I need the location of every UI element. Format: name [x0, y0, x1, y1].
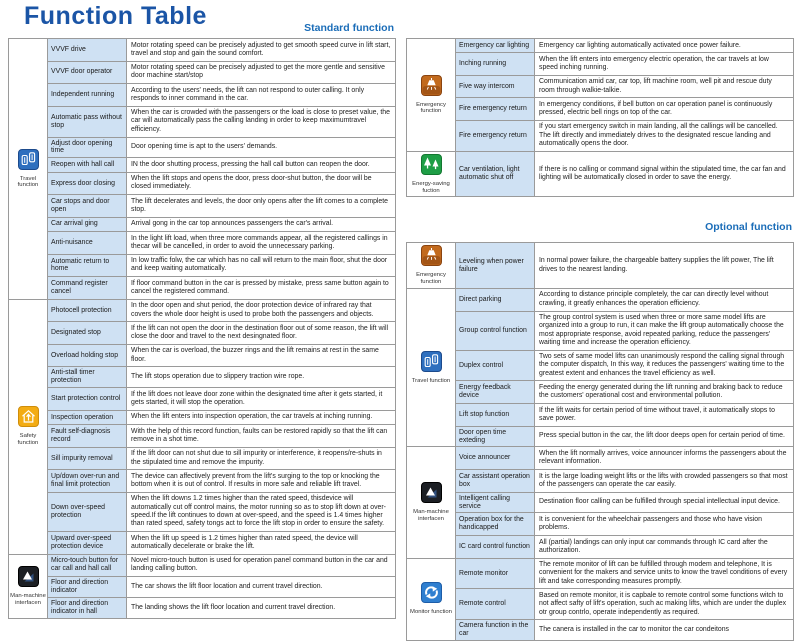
- function-desc-cell: In emergency conditions, if bell button on car operation panel is continuously pressed, electric bell rings on top of the car.: [535, 98, 794, 121]
- group-cell: [9, 39, 48, 300]
- function-desc-cell: Two sets of same model lifts can unanimously respond the calling signal through the computer dispatch, In this way, it reduces the passengers' waiting time to the greatest extent and enhances the travel efficiency as well.: [535, 350, 794, 381]
- table-row: [407, 492, 794, 513]
- table-row: [9, 158, 396, 172]
- table-row: [407, 447, 794, 470]
- function-desc-cell: Arrival gong in the car top announces passengers the car's arrival.: [127, 217, 396, 231]
- group-label: Travel function: [17, 175, 39, 189]
- function-name-cell: Duplex control: [456, 350, 535, 381]
- function-desc-cell: The landing shows the lift floor location and current travel direction.: [127, 598, 396, 619]
- group-cell: [407, 151, 456, 197]
- group-cell: [407, 39, 456, 152]
- table-row: [9, 232, 396, 255]
- function-name-cell: Five way intercom: [456, 75, 535, 98]
- group-label: Man-machine interfacen: [10, 592, 46, 606]
- function-desc-cell: With the help of this record function, faults can be restored rapidly so that the lift can remove in a shot time.: [127, 425, 396, 448]
- standard-function-label: Standard function: [304, 22, 394, 34]
- group-label: Safety function: [17, 433, 39, 447]
- function-name-cell: Inspection operation: [48, 410, 127, 424]
- function-name-cell: Start protection control: [48, 388, 127, 411]
- function-name-cell: Car stops and door open: [48, 195, 127, 218]
- group-label: Energy-saving fuction: [412, 180, 450, 194]
- function-name-cell: Automatic return to home: [48, 254, 127, 277]
- function-desc-cell: It is convenient for the wheelchair passengers and those who have vision problems.: [535, 513, 794, 536]
- table-row: [9, 217, 396, 231]
- function-name-cell: Adjust door opening time: [48, 137, 127, 158]
- function-desc-cell: The lift stops operation due to slippery traction wire rope.: [127, 367, 396, 388]
- function-name-cell: Anti-nuisance: [48, 232, 127, 255]
- table-row: [9, 492, 396, 531]
- table-row: [9, 577, 396, 598]
- group-label: Man-machine interfacen: [413, 509, 449, 523]
- function-desc-cell: If there is no calling or command signal within the stipulated time, the car fan and lighting will be automatically closed in order to save the energy.: [535, 151, 794, 197]
- function-name-cell: Car assistant operation box: [456, 470, 535, 493]
- function-desc-cell: In normal power failure, the chargeable battery supplies the lift power, The lift drives to the nearest landing.: [535, 243, 794, 289]
- table-row: [9, 137, 396, 158]
- function-name-cell: Voice announcer: [456, 447, 535, 470]
- function-name-cell: VVVF door operator: [48, 61, 127, 84]
- function-desc-cell: Feeding the energy generated during the lift running and braking back to reduce the customers' operational cost and environmental pollution.: [535, 381, 794, 404]
- table-row: [9, 195, 396, 218]
- table-row: [9, 554, 396, 577]
- function-name-cell: Down over-speed protection: [48, 492, 127, 531]
- interface-icon: [421, 482, 442, 503]
- function-desc-cell: Door opening time is apt to the users' demands.: [127, 137, 396, 158]
- table-row: [9, 254, 396, 277]
- table-row: [9, 106, 396, 137]
- function-name-cell: Door open time exteding: [456, 426, 535, 447]
- function-name-cell: Up/down over-run and final limit protection: [48, 470, 127, 493]
- table-row: [9, 470, 396, 493]
- table-row: [407, 470, 794, 493]
- function-name-cell: Micro-touch button for car call and hall call: [48, 554, 127, 577]
- function-desc-cell: When the lift enters into emergency electric operation, the car travels at low speed inching running.: [535, 53, 794, 76]
- function-name-cell: Independent running: [48, 84, 127, 107]
- function-name-cell: Leveling when power failure: [456, 243, 535, 289]
- function-desc-cell: When the lift normally arrives, voice announcer informs the passengers about the relevant information.: [535, 447, 794, 470]
- function-name-cell: Upward over-speed protection device: [48, 532, 127, 555]
- emergency-icon: [421, 75, 442, 96]
- function-desc-cell: The device can affectively prevent from the lift's surging to the top or knocking the bottom when it is out of control. If results in more safe and reliable lift travel.: [127, 470, 396, 493]
- table-row: [407, 558, 794, 589]
- function-desc-cell: When the lift stops and opens the door, press door-shut button, the door will be closed immediately.: [127, 172, 396, 195]
- optional-right-table: [406, 242, 794, 641]
- table-row: [9, 388, 396, 411]
- table-row: [407, 620, 794, 641]
- function-desc-cell: When the car is crowded with the passengers or the load is close to preset value, the car will automatically pass the calling landing in order to keep maximumtravel efficiency.: [127, 106, 396, 137]
- function-desc-cell: When the lift downs 1.2 times higher than the rated speed, thisdevice will automatically cut off control mains, the motor running so as to stop lift down at over-speed.If the lift continues to down at over-speed, and the speed is 1.4 times higher than rated speed, safety tongs act to force the lift stop in order to ensure the safety.: [127, 492, 396, 531]
- function-name-cell: Direct parking: [456, 288, 535, 311]
- function-name-cell: Car ventilation, light automatic shut off: [456, 151, 535, 197]
- table-row: [9, 299, 396, 322]
- group-cell: [407, 288, 456, 447]
- function-name-cell: Reopen with hall call: [48, 158, 127, 172]
- function-desc-cell: When the car is overload, the buzzer rings and the lift remains at rest in the same floor.: [127, 344, 396, 367]
- group-label: Emergency function: [416, 272, 446, 286]
- function-name-cell: Floor and direction indicator in hall: [48, 598, 127, 619]
- table-row: [407, 513, 794, 536]
- function-name-cell: Remote control: [456, 589, 535, 620]
- function-name-cell: Emergency car lighting: [456, 39, 535, 53]
- travel-icon: [18, 149, 39, 170]
- table-row: [9, 598, 396, 619]
- group-cell: [9, 299, 48, 554]
- function-name-cell: VVVF drive: [48, 39, 127, 62]
- function-name-cell: Camera function in the car: [456, 620, 535, 641]
- standard-column: [8, 22, 396, 619]
- table-row: [407, 53, 794, 76]
- function-desc-cell: If the lift can not open the door in the destination floor out of some reason, the lift will close the door and travel to the next desingnated floor.: [127, 322, 396, 345]
- function-name-cell: Floor and direction indicator: [48, 577, 127, 598]
- table-row: [9, 425, 396, 448]
- function-name-cell: Command register cancel: [48, 277, 127, 300]
- table-row: [9, 367, 396, 388]
- function-desc-cell: The car shows the lift floor location and current travel direction.: [127, 577, 396, 598]
- function-name-cell: Inching running: [456, 53, 535, 76]
- group-cell: [407, 558, 456, 641]
- function-desc-cell: If the lift door can not shut due to sill impurity or interference, it reopens/re-shuts in the stipulated time and remove the impurity.: [127, 447, 396, 470]
- page-title: Function Table: [24, 2, 207, 30]
- function-desc-cell: If the lift does not leave door zone within the designated time after it gets started, it gets started, it will stop the operation.: [127, 388, 396, 411]
- table-row: [9, 39, 396, 62]
- function-desc-cell: Novel micro-touch button is used for operation panel command button in the car and landing calling button.: [127, 554, 396, 577]
- table-row: [407, 404, 794, 427]
- standard-left-table: [8, 38, 396, 619]
- table-row: [407, 151, 794, 197]
- table-row: [407, 120, 794, 151]
- optional-column: [406, 22, 794, 641]
- function-desc-cell: When the lift enters into inspection operation, the car travels at inching running.: [127, 410, 396, 424]
- function-name-cell: Fire emergency return: [456, 120, 535, 151]
- function-name-cell: Sill impurity removal: [48, 447, 127, 470]
- function-desc-cell: When the lift up speed is 1.2 times higher than rated speed, the device will automatically decelerate or brake the lift.: [127, 532, 396, 555]
- function-name-cell: Automatic pass without stop: [48, 106, 127, 137]
- table-row: [9, 84, 396, 107]
- function-name-cell: Remote monitor: [456, 558, 535, 589]
- function-desc-cell: The group control system is used when three or more same model lifts are organized into a group to run, it can make the lift group automatically choose the most appropriate response, avoid repeated parking, reduce the passengers' waiting time and increase the operation efficiency.: [535, 311, 794, 350]
- group-cell: [407, 447, 456, 558]
- table-row: [407, 426, 794, 447]
- group-cell: [407, 243, 456, 289]
- function-desc-cell: Motor rotating speed can be precisely adjusted to get the more gentle and sensitive door machine start/stop: [127, 61, 396, 84]
- table-row: [407, 381, 794, 404]
- function-name-cell: Anti-stall timer protection: [48, 367, 127, 388]
- function-desc-cell: In low traffic folw, the car which has no call will return to the main floor, shut the door and keep waiting automatically.: [127, 254, 396, 277]
- function-desc-cell: In the door open and shut period, the door protection device of infrared ray that covers the whole door height is used to probe both the passengers and objects.: [127, 299, 396, 322]
- emergency-icon: [421, 245, 442, 266]
- function-desc-cell: If floor command button in the car is pressed by mistake, press same button again to cancel the registered command.: [127, 277, 396, 300]
- table-row: [407, 350, 794, 381]
- function-desc-cell: Emergency car lighting automatically activated once power failure.: [535, 39, 794, 53]
- function-desc-cell: If the lift waits for certain period of time without travel, it automatically stops to save power.: [535, 404, 794, 427]
- function-desc-cell: Press special button in the car, the lift door deeps open for certain period of time.: [535, 426, 794, 447]
- function-desc-cell: According to the users' needs, the lift can not respond to outer calling. It only responds to inner command in the car.: [127, 84, 396, 107]
- function-name-cell: Car arrival ging: [48, 217, 127, 231]
- function-name-cell: Express door closing: [48, 172, 127, 195]
- function-name-cell: Intelligent calling service: [456, 492, 535, 513]
- function-name-cell: Fire emergency return: [456, 98, 535, 121]
- table-row: [9, 344, 396, 367]
- group-label: Travel function: [411, 377, 451, 384]
- function-desc-cell: The lift decelerates and levels, the door only opens after the lift comes to a complete stop.: [127, 195, 396, 218]
- energy-icon: [421, 154, 442, 175]
- group-cell: [9, 554, 48, 618]
- table-row: [9, 410, 396, 424]
- function-desc-cell: In the light lift load, when three more commands appear, all the registered callings in thecar will be cancelled, in order to avoid the unnecessary parking.: [127, 232, 396, 255]
- group-label: Monitor function: [410, 609, 452, 616]
- table-row: [9, 447, 396, 470]
- function-desc-cell: If you start emergency switch in main landing, all the callings will be cancelled. The lift directly and immediately drives to the designated rescue landing and automatically opens the door.: [535, 120, 794, 151]
- table-row: [407, 39, 794, 53]
- table-row: [407, 589, 794, 620]
- function-name-cell: Lift stop function: [456, 404, 535, 427]
- group-label: Emergency function: [416, 101, 446, 115]
- function-name-cell: Designated stop: [48, 322, 127, 345]
- function-desc-cell: Destination floor calling can be fulfilled through special intellectual input device.: [535, 492, 794, 513]
- table-row: [9, 532, 396, 555]
- table-row: [407, 75, 794, 98]
- function-desc-cell: Communication amid car, car top, lift machine room, well pit and rescue duty room through walkie-talkie.: [535, 75, 794, 98]
- function-name-cell: Overload holding stop: [48, 344, 127, 367]
- function-name-cell: Operation box for the handicapped: [456, 513, 535, 536]
- travel-icon: [421, 351, 442, 372]
- table-row: [9, 322, 396, 345]
- table-row: [407, 536, 794, 559]
- function-name-cell: Energy feedback device: [456, 381, 535, 404]
- table-row: [9, 172, 396, 195]
- function-desc-cell: Based on remote monitor, it is capbale to remote control some functions witch to not affect safty of lift's operation, such ac making lifts, which are under the duplex otr group contrlo, operate independently as required.: [535, 589, 794, 620]
- interface-icon: [18, 566, 39, 587]
- table-row: [407, 243, 794, 289]
- safety-icon: [18, 406, 39, 427]
- function-name-cell: IC card control function: [456, 536, 535, 559]
- function-desc-cell: According to distance principle completely, the car can directly level without crawling, it greatly enhances the operation efficiency.: [535, 288, 794, 311]
- table-row: [9, 277, 396, 300]
- table-row: [407, 311, 794, 350]
- function-desc-cell: The canera is installed in the car to monitor the car condeitons: [535, 620, 794, 641]
- function-desc-cell: The remote monitor of lift can be fulfilled through modem and telephone, It is convenient for the makers and service units to know the travel conditions of every lift and take corresponding measures promptly.: [535, 558, 794, 589]
- table-row: [9, 61, 396, 84]
- function-desc-cell: It is the large loading weight lifts or the lifts with crowded passengers so that most of the passengers can operate the car easily.: [535, 470, 794, 493]
- function-name-cell: Group control function: [456, 311, 535, 350]
- standard-right-table: [406, 38, 794, 197]
- monitor-icon: [421, 582, 442, 603]
- table-row: [407, 288, 794, 311]
- function-desc-cell: Motor rotating speed can be precisely adjusted to get smooth speed curve in lift start, travel and stop and gain the sound comfort.: [127, 39, 396, 62]
- function-desc-cell: All (partial) landings can only input car commands through IC card after the authorization.: [535, 536, 794, 559]
- table-row: [407, 98, 794, 121]
- optional-function-label: Optional function: [705, 221, 792, 234]
- function-name-cell: Fault self-diagnosis record: [48, 425, 127, 448]
- function-desc-cell: IN the door shutting process, pressing the hall call button can reopen the door.: [127, 158, 396, 172]
- right-spacer: [406, 22, 794, 38]
- function-name-cell: Photocell protection: [48, 299, 127, 322]
